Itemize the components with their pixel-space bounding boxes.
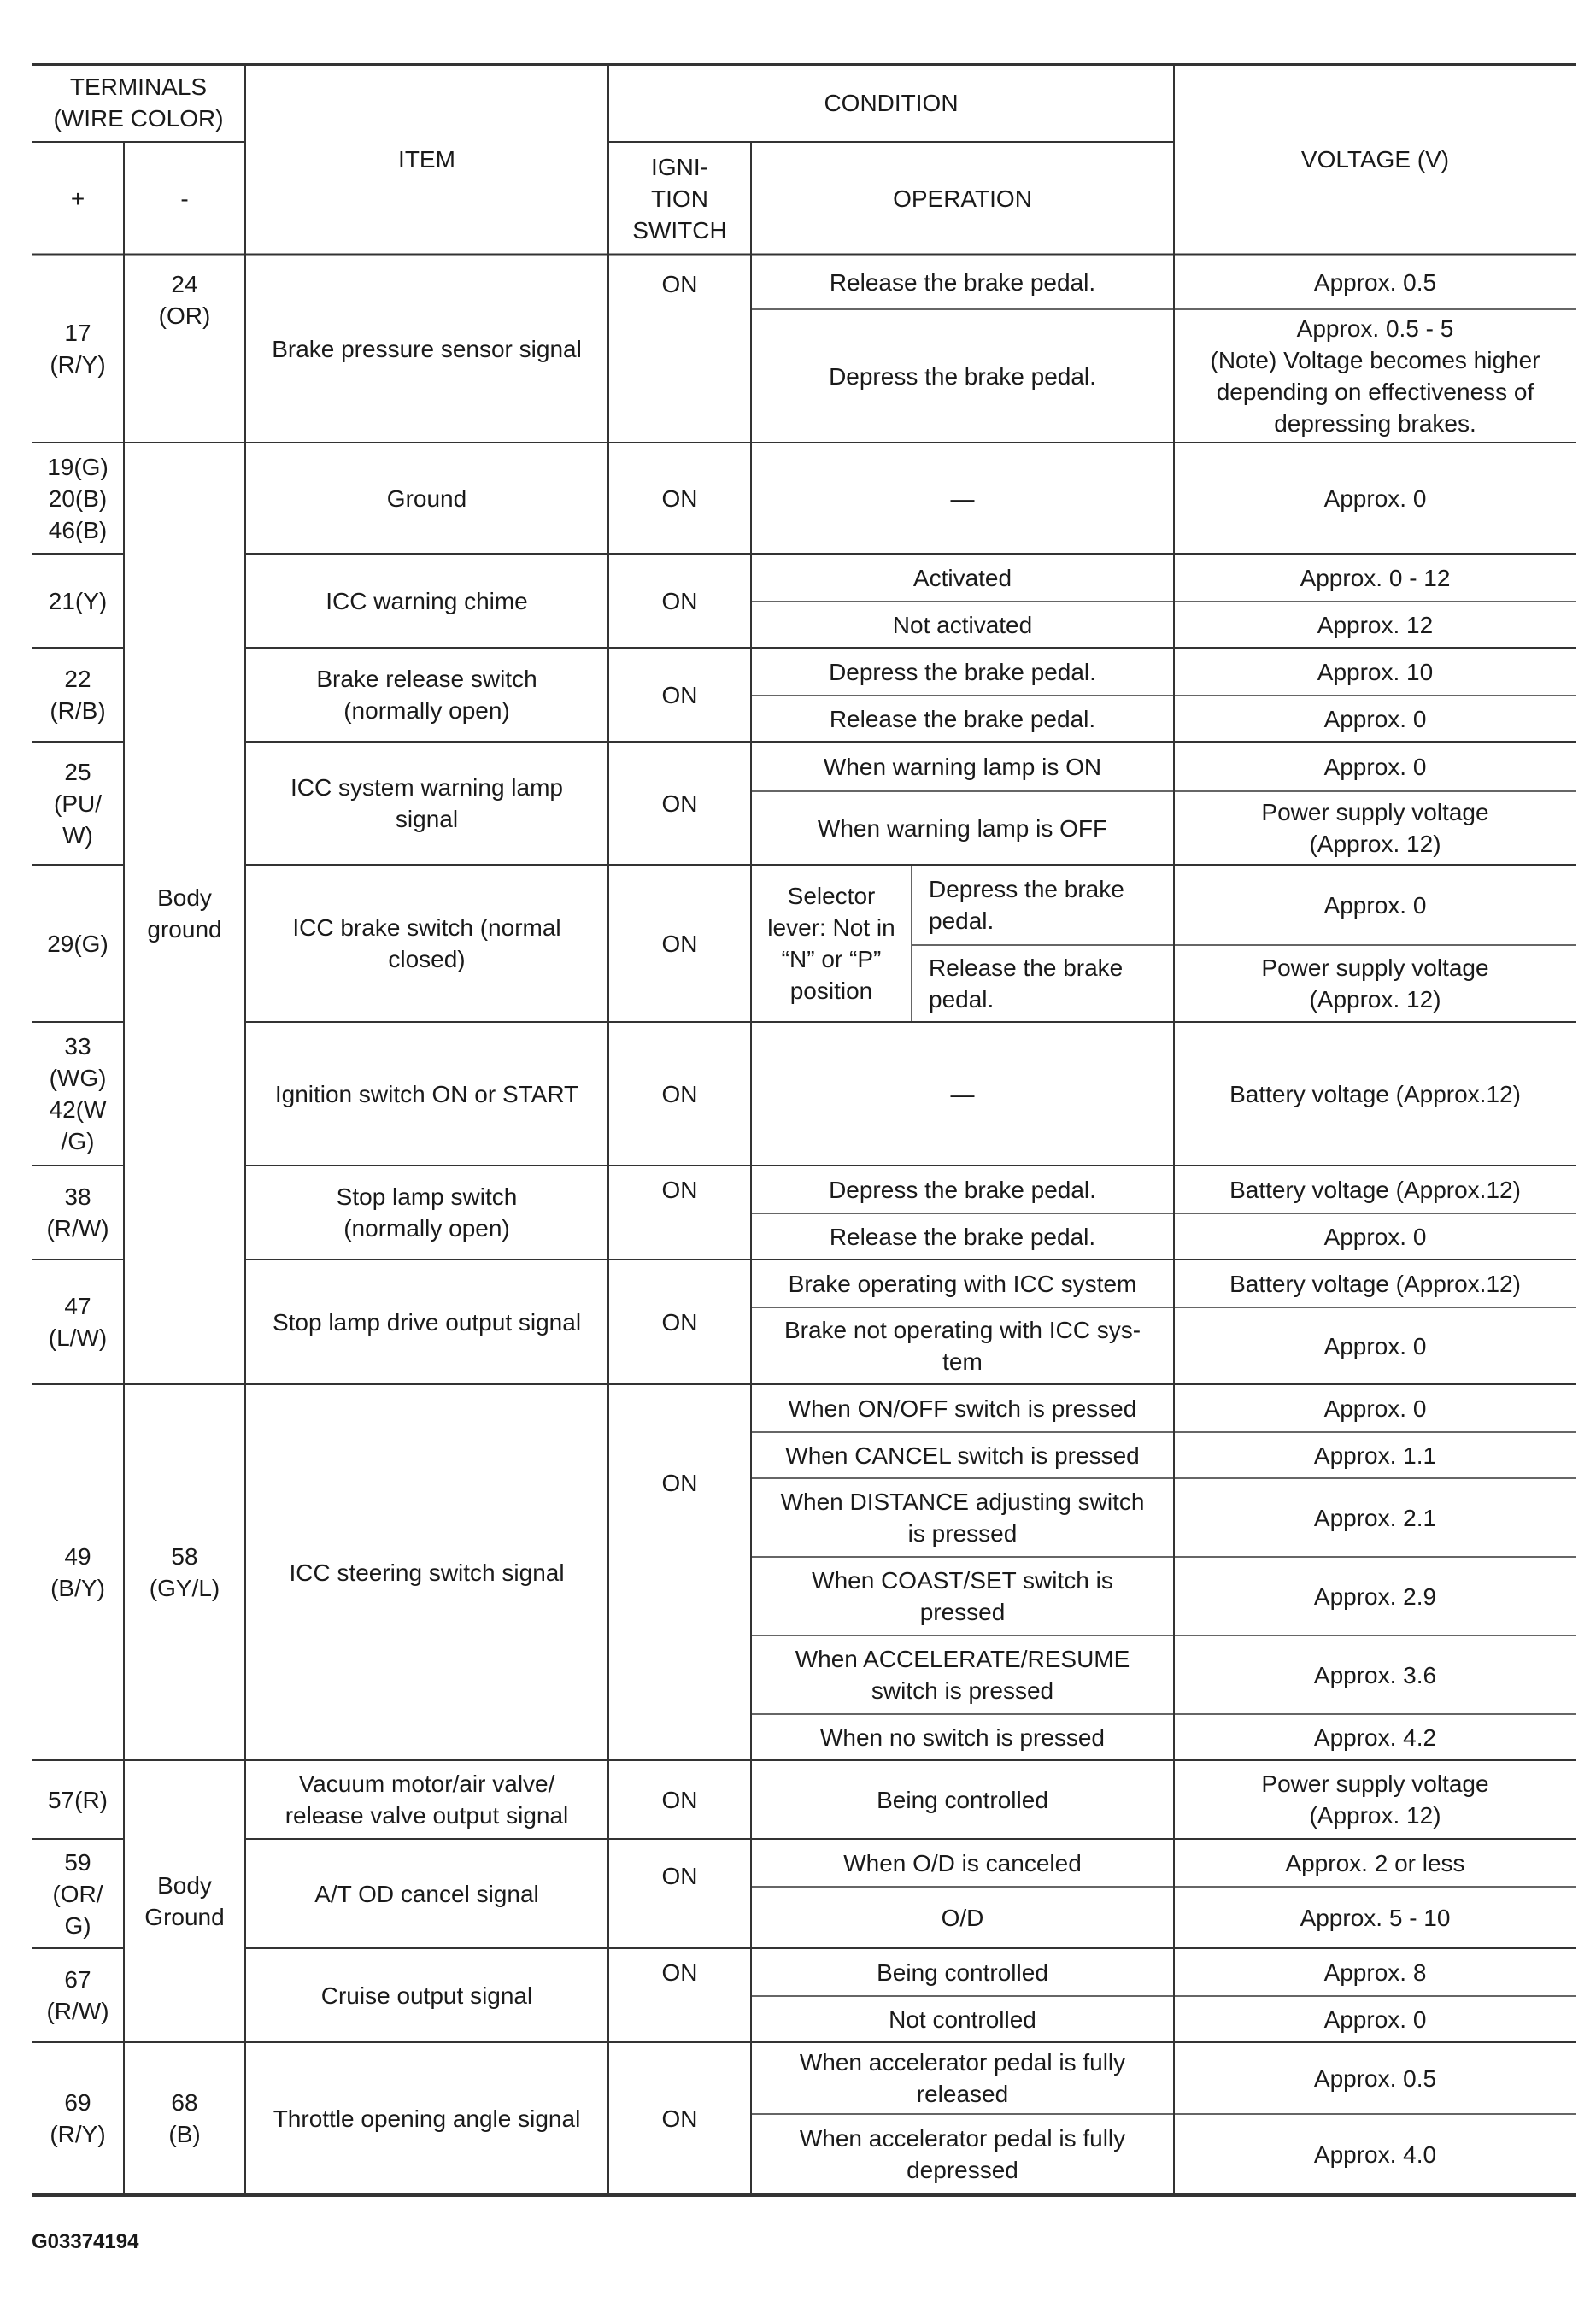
r10-v2: Approx. 1.1	[1313, 1442, 1437, 1469]
r3-op1: Activated	[912, 564, 1012, 591]
r5-v1: Approx. 0	[1323, 753, 1427, 780]
r7-item: Ignition switch ON or START	[274, 1080, 579, 1107]
r10-op2: When CANCEL switch is pressed	[785, 1442, 1140, 1469]
hdr-plus: +	[70, 185, 85, 212]
r9-op2: Brake not operating with ICC sys- tem	[783, 1317, 1141, 1375]
r10-op5: When ACCELERATE/RESUME switch is pressed	[795, 1646, 1130, 1704]
r7-v: Battery voltage (Approx.12)	[1229, 1080, 1521, 1107]
r12-v2: Approx. 5 - 10	[1300, 1904, 1451, 1931]
r10-minus: 58 (GY/L)	[149, 1543, 220, 1601]
r10-op6: When no switch is pressed	[819, 1724, 1106, 1751]
r14-ign: ON	[661, 2105, 698, 2132]
r10-v6: Approx. 4.2	[1313, 1724, 1437, 1751]
r5-item: ICC system warning lamp signal	[290, 774, 563, 832]
r1-op1: Release the brake pedal.	[829, 268, 1096, 296]
r8-v2: Approx. 0	[1323, 1223, 1427, 1250]
r13-op1: Being controlled	[877, 1958, 1048, 1986]
r6-v2: Power supply voltage (Approx. 12)	[1261, 954, 1489, 1013]
r5-op1: When warning lamp is ON	[823, 753, 1102, 780]
hdr-operation: OPERATION	[893, 185, 1032, 212]
r1-op2: Depress the brake pedal.	[829, 362, 1096, 390]
r8-op2: Release the brake pedal.	[829, 1223, 1096, 1250]
r3-ign: ON	[661, 587, 698, 614]
r6-selector: Selector lever: Not in “N” or “P” position	[767, 883, 895, 1004]
r12-v1: Approx. 2 or less	[1285, 1849, 1465, 1876]
r11-v: Power supply voltage (Approx. 12)	[1261, 1771, 1489, 1829]
hdr-terminals: TERMINALS (WIRE COLOR)	[53, 73, 224, 132]
r4-op2: Release the brake pedal.	[829, 705, 1096, 732]
hdr-minus: -	[180, 185, 189, 212]
r13-plus: 67 (R/W)	[46, 1966, 109, 2024]
r13-item: Cruise output signal	[320, 1982, 533, 2009]
r4-op1: Depress the brake pedal.	[829, 658, 1096, 685]
terminal-voltage-table	[32, 63, 1576, 2227]
r3-op2: Not activated	[892, 611, 1033, 638]
r9-v2: Approx. 0	[1323, 1332, 1427, 1359]
r2-plus: 19(G) 20(B) 46(B)	[47, 453, 109, 543]
r10-v1: Approx. 0	[1323, 1395, 1427, 1422]
r1-v2: Approx. 0.5 - 5 (Note) Voltage becomes higher depending on effectiveness of depressing brakes.	[1210, 315, 1540, 437]
r9-item: Stop lamp drive output signal	[272, 1308, 582, 1336]
r6-item: ICC brake switch (normal closed)	[292, 914, 561, 972]
r14-v1: Approx. 0.5	[1313, 2064, 1437, 2092]
r7-plus: 33 (WG) 42(W /G)	[49, 1033, 107, 1154]
r2-item: Ground	[386, 484, 467, 512]
r8-v1: Battery voltage (Approx.12)	[1229, 1176, 1521, 1203]
r4-item: Brake release switch (normally open)	[316, 666, 537, 724]
figure-id: G03374194	[32, 2230, 139, 2253]
r6-op1: Depress the brake pedal.	[929, 876, 1124, 934]
r6-plus: 29(G)	[47, 930, 109, 957]
body-ground-1: Body ground	[147, 884, 222, 943]
hdr-item: ITEM	[398, 145, 455, 173]
r11-plus: 57(R)	[47, 1786, 108, 1813]
r7-ign: ON	[661, 1080, 698, 1107]
r3-item: ICC warning chime	[326, 587, 528, 614]
r11-item: Vacuum motor/air valve/ release valve output signal	[285, 1771, 569, 1829]
r8-item: Stop lamp switch (normally open)	[336, 1183, 518, 1242]
r14-op1: When accelerator pedal is fully released	[799, 2049, 1126, 2107]
r10-item: ICC steering switch signal	[289, 1559, 565, 1586]
r6-ign: ON	[661, 930, 698, 957]
r14-item: Throttle opening angle signal	[273, 2105, 581, 2132]
r6-op2: Release the brake pedal.	[929, 954, 1124, 1013]
r5-plus: 25 (PU/ W)	[54, 758, 102, 849]
r4-v1: Approx. 10	[1317, 658, 1434, 685]
r10-v5: Approx. 3.6	[1313, 1661, 1437, 1688]
hdr-voltage: VOLTAGE (V)	[1300, 145, 1450, 173]
r14-op2: When accelerator pedal is fully depressed	[799, 2125, 1126, 2183]
r12-ign: ON	[661, 1862, 698, 1889]
r10-ign: ON	[661, 1469, 698, 1496]
r8-op1: Depress the brake pedal.	[829, 1176, 1096, 1203]
r9-v1: Battery voltage (Approx.12)	[1229, 1270, 1521, 1297]
r1-plus: 17 (R/Y)	[50, 320, 106, 378]
body-ground-2: Body Ground	[144, 1872, 225, 1930]
r4-ign: ON	[661, 681, 698, 708]
r6-v1: Approx. 0	[1323, 891, 1427, 919]
r5-v2: Power supply voltage (Approx. 12)	[1261, 799, 1489, 857]
r8-plus: 38 (R/W)	[46, 1183, 109, 1242]
r1-v1: Approx. 0.5	[1313, 268, 1437, 296]
r5-ign: ON	[661, 790, 698, 817]
r9-plus: 47 (L/W)	[48, 1293, 108, 1351]
hdr-condition: CONDITION	[824, 89, 959, 116]
r13-v2: Approx. 0	[1323, 2005, 1427, 2033]
r13-op2: Not controlled	[889, 2005, 1036, 2033]
r10-v4: Approx. 2.9	[1313, 1583, 1437, 1610]
hdr-ignition-switch: IGNI- TION SWITCH	[632, 153, 727, 244]
r12-op2: O/D	[941, 1904, 984, 1931]
r12-plus: 59 (OR/ G)	[52, 1848, 103, 1939]
r12-op1: When O/D is canceled	[843, 1849, 1082, 1876]
r14-plus: 69 (R/Y)	[50, 2089, 106, 2147]
r11-op: Being controlled	[877, 1786, 1048, 1813]
r4-plus: 22 (R/B)	[50, 666, 106, 724]
r7-op: —	[950, 1080, 975, 1107]
r10-op3: When DISTANCE adjusting switch is pressed	[780, 1489, 1145, 1547]
r14-v2: Approx. 4.0	[1313, 2141, 1437, 2168]
r3-v1: Approx. 0 - 12	[1300, 564, 1451, 591]
r2-op: —	[950, 484, 975, 512]
r3-plus: 21(Y)	[48, 587, 108, 614]
r10-op4: When COAST/SET switch is pressed	[812, 1567, 1113, 1625]
r8-ign: ON	[661, 1176, 698, 1203]
r10-v3: Approx. 2.1	[1313, 1504, 1437, 1531]
r2-v: Approx. 0	[1323, 484, 1427, 512]
r13-ign: ON	[661, 1958, 698, 1986]
r10-plus: 49 (B/Y)	[50, 1543, 105, 1601]
r2-ign: ON	[661, 484, 698, 512]
r3-v2: Approx. 12	[1317, 611, 1434, 638]
r1-ign: ON	[661, 271, 698, 297]
r9-op1: Brake operating with ICC system	[788, 1270, 1137, 1297]
r10-op1: When ON/OFF switch is pressed	[788, 1395, 1137, 1422]
r14-minus: 68 (B)	[168, 2089, 201, 2147]
r1-item: Brake pressure sensor signal	[272, 335, 582, 362]
r9-ign: ON	[661, 1308, 698, 1336]
r1-minus: 24 (OR)	[158, 271, 211, 329]
r5-op2: When warning lamp is OFF	[817, 814, 1108, 842]
r12-item: A/T OD cancel signal	[314, 1880, 539, 1907]
r11-ign: ON	[661, 1786, 698, 1813]
r13-v1: Approx. 8	[1323, 1958, 1427, 1986]
r4-v2: Approx. 0	[1323, 705, 1427, 732]
